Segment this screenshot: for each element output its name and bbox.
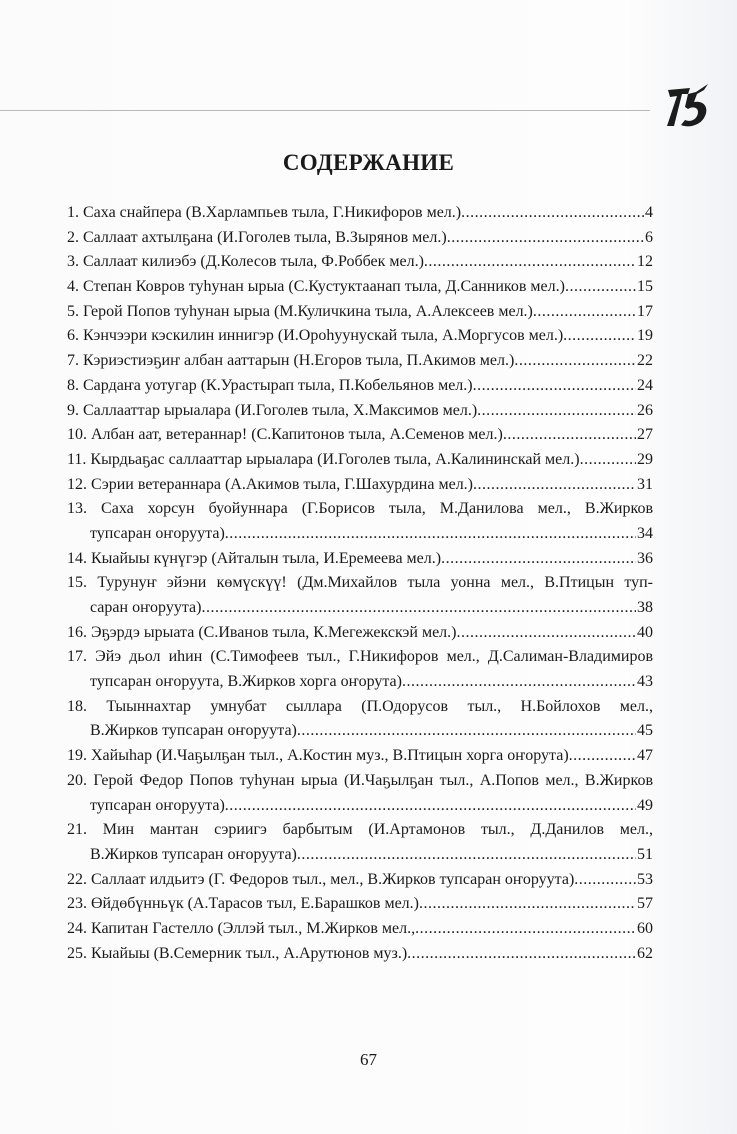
toc-entry: [67, 324, 653, 349]
toc-entry-page: 49: [637, 796, 653, 814]
toc-entry-line: [67, 744, 653, 769]
toc-entry: [67, 695, 653, 744]
toc-entry: [67, 423, 653, 448]
toc-entry-page: 19: [637, 327, 653, 345]
toc-entry-title: 1. Саха снайпера (В.Харлампьев тыла, Г.Никифоров мел.): [67, 204, 462, 221]
dot-leader: [473, 374, 636, 399]
dot-leader: [419, 892, 636, 917]
toc-entry-title: В.Жирков тупсаран оҥоруута): [90, 722, 297, 740]
toc-entry-line: [67, 719, 653, 744]
toc-entry-line: [67, 226, 653, 251]
toc-entry-title: тупсаран оҥоруута): [90, 796, 225, 814]
toc-entry: [67, 250, 653, 275]
toc-entry-title: 9. Саллааттар ырыалара (И.Гоголев тыла, Х.Максимов мел.): [67, 401, 478, 419]
dot-leader: [424, 250, 636, 275]
toc-entry: [67, 769, 653, 818]
dot-leader: [563, 324, 636, 349]
toc-entry-title: 17. Эйэ дьол иһин (С.Тимофеев тыл., Г.Никифоров мел., Д.Салиман-Владимиров: [67, 648, 653, 666]
toc-entry-title: 3. Саллаат килиэбэ (Д.Колесов тыла, Ф.Роббек мел.): [67, 253, 424, 271]
toc-entry-page: 57: [637, 895, 653, 913]
dot-leader: [461, 201, 644, 226]
dot-leader: [569, 744, 636, 769]
toc-entry-line: [67, 324, 653, 349]
toc-entry-line: [67, 275, 653, 300]
dot-leader: [447, 226, 644, 251]
dot-leader: [297, 719, 636, 744]
toc-entry-page: 27: [637, 426, 653, 444]
toc-entry-title: 20. Герой Федор Попов туһунан ырыа (И.Чаҕылҕан тыл., А.Попов мел., В.Жирков: [67, 771, 653, 789]
dot-leader: [565, 275, 636, 300]
table-of-contents: [67, 201, 653, 966]
toc-entry-line: [67, 423, 653, 448]
toc-entry-page: 45: [637, 722, 653, 740]
toc-entry-page: 38: [637, 599, 653, 616]
toc-entry-line: [67, 868, 653, 893]
toc-entry-page: 43: [637, 673, 653, 691]
toc-entry: [67, 917, 653, 942]
page-number: 67: [360, 1050, 377, 1069]
toc-entry-title: 14. Кыайыы күнүгэр (Айталын тыла, И.Еремеева мел.): [67, 549, 442, 567]
toc-entry-line: [67, 497, 653, 522]
dot-leader: [533, 300, 636, 325]
header-rule: [0, 110, 650, 111]
toc-entry-title: 4. Степан Ковров туһунан ырыа (С.Кустуктаанап тыла, Д.Санников мел.): [67, 278, 565, 296]
toc-entry: [67, 349, 653, 374]
dot-leader: [225, 522, 636, 547]
toc-entry: [67, 818, 653, 867]
toc-entry-title: 12. Сэрии ветераннара (А.Акимов тыла, Г.Шахурдина мел.): [67, 475, 473, 493]
toc-entry-line: [67, 942, 653, 967]
toc-entry-page: 15: [637, 278, 653, 296]
toc-entry-title: 23. Өйдөбүнньүк (А.Тарасов тыл, Е.Барашков мел.): [67, 895, 419, 913]
toc-entry-line: [67, 892, 653, 917]
dot-leader: [201, 596, 636, 621]
toc-entry: [67, 226, 653, 251]
toc-entry-title: 10. Албан аат, ветераннар! (С.Капитонов тыла, А.Семенов мел.): [67, 426, 503, 444]
toc-entry-page: 47: [637, 747, 653, 765]
toc-entry: [67, 571, 653, 620]
toc-entry-line: [67, 250, 653, 275]
toc-entry-page: 51: [637, 845, 653, 863]
toc-entry: [67, 448, 653, 473]
dot-leader: [574, 868, 636, 893]
toc-entry-title: 13. Саха хорсун буойуннара (Г.Борисов тыла, М.Данилова мел., В.Жирков: [67, 500, 653, 518]
toc-entry: [67, 621, 653, 646]
toc-entry: [67, 547, 653, 572]
toc-entry-title: 11. Кырдьаҕас саллааттар ырыалара (И.Гоголев тыла, А.Калининскай мел.): [67, 450, 580, 468]
toc-entry-page: 17: [637, 302, 653, 320]
toc-entry: [67, 645, 653, 694]
toc-entry-title: тупсаран оҥоруута): [90, 524, 225, 542]
toc-entry: [67, 275, 653, 300]
toc-entry-page: 12: [637, 253, 653, 271]
toc-entry-title: 24. Капитан Гастелло (Эллэй тыл., М.Жирков мел.,: [67, 919, 416, 937]
toc-entry-title: 22. Саллаат илдьитэ (Г. Федоров тыл., мел., В.Жирков тупсаран оҥоруута): [67, 870, 575, 888]
dot-leader: [477, 399, 636, 424]
toc-entry-title: 18. Тыыннахтар умнубат сыллара (П.Одорусов тыл., Н.Бойлохов мел.,: [67, 697, 653, 715]
toc-entry-title: 15. Турунуҥ эйэни көмүскүү! (Дм.Михайлов тыла уонна мел., В.Птицын туп-: [67, 574, 653, 592]
toc-entry-page: 34: [637, 524, 653, 542]
toc-entry-line: [67, 522, 653, 547]
toc-entry-page: 26: [637, 401, 653, 419]
toc-entry: [67, 942, 653, 967]
dot-leader: [441, 547, 636, 572]
dot-leader: [456, 621, 636, 646]
toc-entry-line: [67, 300, 653, 325]
dot-leader: [297, 843, 636, 868]
toc-entry-page: 24: [637, 376, 653, 394]
toc-entry-line: [67, 547, 653, 572]
toc-entry-line: [67, 818, 653, 843]
toc-entry-title: 8. Сардаҥа уотугар (К.Урастырап тыла, П.Кобельянов мел.): [67, 376, 473, 394]
toc-entry-page: 36: [637, 549, 653, 567]
dot-leader: [415, 917, 636, 942]
toc-entry-page: 29: [637, 450, 653, 468]
toc-entry-title: 7. Кэриэстиэҕиҥ албан ааттарын (Н.Егоров тыла, П.Акимов мел.): [67, 352, 515, 370]
toc-entry: [67, 744, 653, 769]
toc-entry-line: [67, 645, 653, 670]
toc-entry-line: [67, 769, 653, 794]
toc-entry-title: саран оҥоруута): [90, 599, 202, 616]
toc-entry-title: 19. Хайыһар (И.Чаҕылҕан тыл., А.Костин муз., В.Птицын хорга оҥорута): [67, 747, 569, 765]
toc-entry: [67, 201, 653, 226]
toc-entry: [67, 374, 653, 399]
dot-leader: [473, 473, 636, 498]
toc-entry-page: 6: [645, 228, 653, 246]
dot-leader: [407, 942, 636, 967]
toc-entry-title: 2. Саллаат ахтылҕана (И.Гоголев тыла, В.Зырянов мел.): [67, 228, 447, 246]
toc-entry: [67, 868, 653, 893]
toc-entry-line: [67, 201, 653, 226]
toc-entry: [67, 473, 653, 498]
toc-entry-title: тупсаран оҥоруута, В.Жирков хорга оҥорута): [90, 673, 402, 691]
toc-entry-line: [67, 349, 653, 374]
toc-entry-line: [67, 374, 653, 399]
toc-entry-line: [67, 670, 653, 695]
dot-leader: [580, 448, 636, 473]
toc-entry-page: 22: [637, 352, 653, 370]
toc-entry-page: 31: [637, 475, 653, 493]
toc-entry-page: 40: [637, 623, 653, 641]
toc-entry: [67, 300, 653, 325]
toc-entry-line: [67, 596, 653, 621]
toc-entry-line: [67, 473, 653, 498]
toc-entry-line: [67, 695, 653, 720]
dot-leader: [402, 670, 636, 695]
toc-entry-page: 60: [637, 919, 653, 937]
toc-entry-page: 53: [637, 870, 653, 888]
toc-entry-title: В.Жирков тупсаран оҥоруута): [90, 845, 297, 863]
toc-entry-line: [67, 571, 653, 596]
dot-leader: [225, 794, 636, 819]
toc-entry-line: [67, 917, 653, 942]
dot-leader: [503, 423, 636, 448]
dot-leader: [514, 349, 636, 374]
anniversary-75-logo: [664, 80, 716, 132]
toc-entry-title: 25. Кыайыы (В.Семерник тыл., А.Арутюнов муз.): [67, 944, 408, 962]
toc-entry-line: [67, 399, 653, 424]
page-title: СОДЕРЖАНИЕ: [282, 150, 455, 175]
toc-entry-page: 4: [645, 204, 653, 221]
toc-entry-title: 5. Герой Попов туһунан ырыа (М.Куличкина тыла, А.Алексеев мел.): [67, 302, 533, 320]
toc-entry-title: 6. Кэнчээри кэскилин иннигэр (И.Ороһуунускай тыла, А.Моргусов мел.): [67, 327, 564, 345]
toc-entry: [67, 497, 653, 546]
toc-entry-title: 21. Мин мантан сэриигэ барбытым (И.Артамонов тыл., Д.Данилов мел.,: [67, 821, 653, 839]
toc-entry-line: [67, 448, 653, 473]
toc-entry-title: 16. Эҕэрдэ ырыата (С.Иванов тыла, К.Мегежекскэй мел.): [67, 623, 457, 641]
toc-entry-line: [67, 621, 653, 646]
toc-entry-page: 62: [637, 944, 653, 962]
toc-entry-line: [67, 794, 653, 819]
toc-entry: [67, 892, 653, 917]
toc-entry-line: [67, 843, 653, 868]
toc-entry: [67, 399, 653, 424]
